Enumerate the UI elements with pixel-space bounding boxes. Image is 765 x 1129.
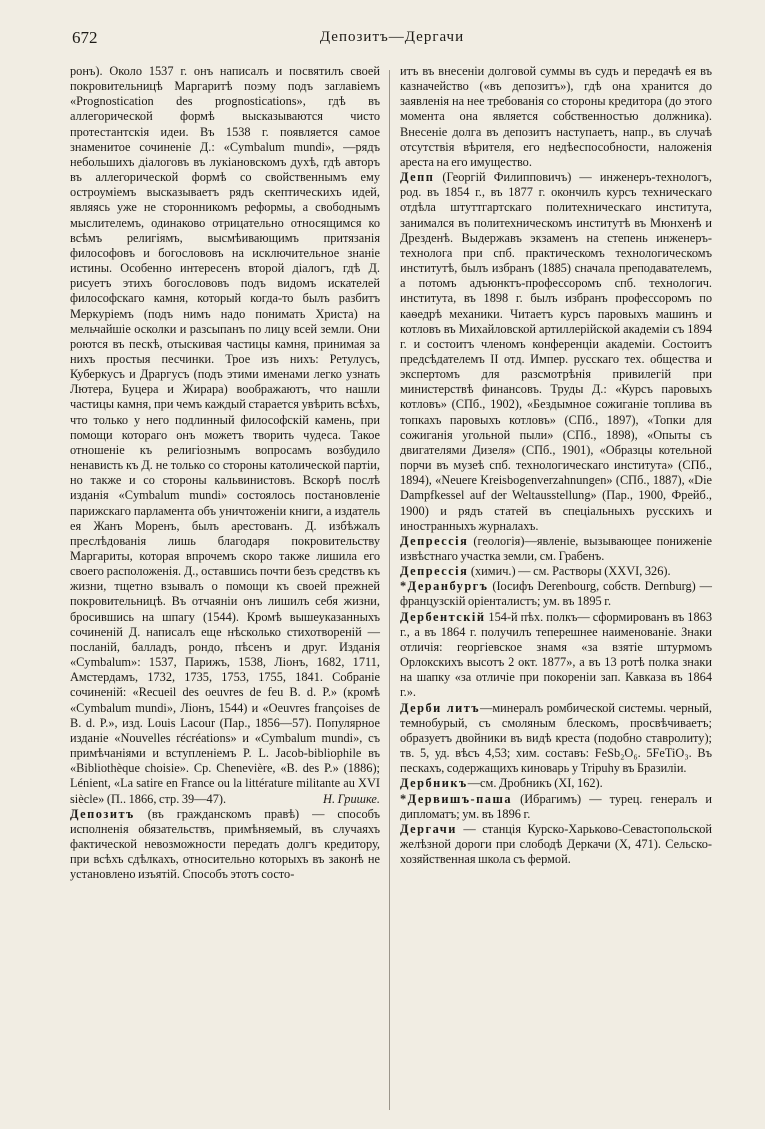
- page-number: 672: [72, 28, 98, 47]
- entry-text: (въ гражданскомъ правѣ) — способъ исполненія обязательствъ, примѣняемый, въ случаяхъ фактической невозможности передать долгъ кредитору, при всѣхъ сдѣлкахъ, относительно которыхъ въ законѣ не установлено изъятій. Способъ этотъ состо-: [70, 806, 380, 882]
- article-entry: [400, 701, 712, 777]
- entry-headword: Дерби литъ: [400, 700, 481, 715]
- article-entry: [400, 564, 712, 579]
- entry-headword: Депрессія: [400, 533, 469, 548]
- article-entry: [400, 64, 712, 170]
- entry-headword: Депрессія: [400, 564, 469, 579]
- entry-text: (химич.) — см. Растворы (XXVI, 326).: [468, 564, 671, 579]
- article-entry: [70, 807, 380, 883]
- article-entry: [400, 822, 712, 867]
- entry-text: —см. Дробникъ (XI, 162).: [467, 776, 603, 791]
- author-signature: Н. Гришке.: [323, 791, 380, 806]
- entry-headword: Дербникъ: [400, 776, 468, 791]
- left-column: [70, 64, 380, 882]
- article-entry: [400, 534, 712, 564]
- entry-headword: Депп: [400, 170, 435, 185]
- page-header: [72, 28, 712, 50]
- entry-headword: Дербентскій: [400, 609, 486, 624]
- entry-text: итъ въ внесеніи долговой суммы въ судъ и передачѣ ея въ казначейство («въ депозитъ»), гдѣ она хранится до заявленія на нее требованія со стороны кредитора (до этого момента она является собственностью должника). Внесеніе долга въ депозитъ наступаетъ, напр., въ случаѣ отсутствія вѣрителя, его недѣеспособности, наложенія ареста на его имущество.: [400, 64, 712, 169]
- entry-text: —минералъ ромбической системы. черный, темнобурый, съ смоляным блескомъ, просвѣчиваетъ; образуетъ двойники въ видѣ креста (подобно ставролиту); тв. 5, уд. вѣсъ 4,53; хим. составъ: FeSb₂O₆. 5FeTiO₃. Въ пескахъ, содержащихъ киноварь у Tripuhy въ Бразиліи.: [400, 700, 712, 776]
- entry-text: 154-й пѣх. полкъ— сформированъ въ 1863 г., а въ 1864 г. получилъ теперешнее наименованіе. Знаки отличія: георгіевское знамя «за взятіе штурмомъ Орлокскихъ высотъ 2 окт. 1877», а въ 13 ротѣ полка знаки на шапку «за отличіе при покореніи зап. Кавказа въ 1864 г.».: [400, 609, 712, 700]
- entry-text: (Ибрагимъ) — турец. генералъ и дипломатъ; ум. въ 1896 г.: [400, 791, 712, 821]
- entry-text: ронъ). Около 1537 г. онъ написалъ и посвятилъ своей покровительницѣ Маргаритѣ поэму подъ заглавіемъ «Prognostication des prognostications», гдѣ въ аллегорической формѣ высказываются чисто протестантскія идеи. Въ 1538 г. появляется самое знаменитое сочиненіе Д.: «Cymbalum mundi», —рядъ небольшихъ діалоговъ въ лукіановскомъ духѣ, гдѣ авторъ въ аллегорической формѣ со свойственнымъ ему остроуміемъ высказываетъ рядъ скептическихъ идей, являясь уже не сторонникомъ реформы, а свободнымъ мыслителемъ, одинаково отрицательно относящимся ко всѣмъ религіямъ, высмѣивающимъ притязанія философовъ и богослововъ на исключительное знаніе истины. Особенно интересенъ второй діалогъ, гдѣ Д. рисуетъ этихъ богослововъ подъ видомъ искателей философскаго камня, который когда-то былъ разбитъ Меркуріемъ (подъ нимъ надо понимать Христа) на мельчайшіе осколки и разсыпанъ по лицу всей земли. Они роются въ пескѣ, отыскивая частицы камня, принимая за нихъ простыя песчинки. Трое изъ нихъ: Ретулусъ, Куберкусъ и Драргусъ (подъ этими именами легко узнать Лютера, Буцера и Жирара) воображаютъ, что нашли частицы камня, при чемъ каждый старается увѣрить всѣхъ, что только у него подлинный философскій камень, при помощи котораго онъ можетъ творить чудеса. Такое отношеніе къ религіознымъ вопросамъ возбудило ненависть къ Д. не только со стороны католической партіи, но также и со стороны кальвинистовъ. Вскорѣ послѣ изданія «Cymbalum mundi» состоялось постановленіе парижскаго парламента объ уничтоженіи книги, а издатель ея Жанъ Моренъ, былъ арестованъ. Д. избѣжалъ преслѣдованія лишь благодаря покровительству Маргариты, которая впрочемъ скоро также лишила его своего расположенія. Д., оставшись почти безъ средствъ къ жизни, тщетно взывалъ о помощи къ своей прежней покровительницѣ. Въ отчаяніи онъ лишилъ себя жизни, бросившись на шпагу (1544). Кромѣ вышеуказанныхъ сочиненій Д. написалъ еще нѣсколько стихотвореній — посланій, балладъ, рондо, пѣсенъ и друг. Изданія «Cymbalum»: 1537, Парижъ, 1538, Ліонъ, 1682, 1711, Амстердамъ, 1732, 1735, 1753, 1755, 1841. Собраніе сочиненій: «Recueil des oeuvres de feu B. d. P.» (кромѣ «Cymbalum mundi», Ліонъ, 1544) и «Oeuvres françoises de B. d. P.», изд. Louis Lacour (Пар., 1856—57). Популярное изданіе «Nouvelles récréations» и «Cymbalum mundi», съ примѣчаніями и вступленіемъ P. L. Jacob-bibliophile въ «Bibliothèque choisie». Ср. Chenevière, «B. des P.» (1886); Lénient, «La satire en France ou la littérature militante au XVI siècle» (П.. 1866, стр. 39—47).: [70, 64, 380, 806]
- entry-headword: Дергачи: [400, 821, 457, 836]
- article-entry: [400, 579, 712, 609]
- running-head: Депозитъ—Дергачи: [319, 29, 465, 45]
- article-entry: [400, 776, 712, 791]
- article-entry: [400, 610, 712, 701]
- entry-text: (Георгій Филипповичъ) — инженеръ-технологъ, род. въ 1854 г., въ 1877 г. окончилъ курсъ техническаго отдѣла штуттгартскаго политехническаго института, занимался въ политехническомъ институтѣ въ Мюнхенѣ и Дрезденѣ. Выдержавъ экзаменъ на степень инженеръ-технолога при спб. практическомъ технологическомъ институтѣ, былъ избранъ (1885) сначала преподавателемъ, а потомъ адъюнктъ-профессоромъ спб. технологич. института, въ 1898 г. былъ избранъ профессоромъ по каѳедрѣ механики. Читаетъ курсъ паровыхъ машинъ и котловъ въ Михайловской артиллерійской академіи съ 1894 г. и состоитъ членомъ конференціи академіи. Состоитъ предсѣдателемъ II отд. Импер. русскаго тех. общества и экспертомъ для разсмотрѣнія привилегій при министерствѣ финансовъ. Труды Д.: «Курсъ паровыхъ котловъ» (СПб., 1902), «Бездымное сожиганіе топлива въ топкахъ паровыхъ котловъ» (СПб., 1897), «Топки для сожиганія угольной пыли» (СПб., 1898), «Опыты съ двигателями Дизеля» (СПб., 1901), «Образцы котельной порчи въ музеѣ спб. технологическаго института» (СПб., 1894), «Neuere Kreisbogenverzahnungen» (СПб., 1887), «Die Dampfkessel auf der Weltausstellung» (Пар., 1900, Фрейб., 1900) и рядъ статей въ спеціальныхъ русскихъ и иностранныхъ журналахъ.: [400, 170, 712, 533]
- article-entry: [400, 170, 712, 534]
- entry-text: — станція Курско-Харьково-Севастопольской желѣзной дороги при слободѣ Деркачи (X, 471). Сельско-хозяйственная школа съ фермой.: [400, 821, 712, 867]
- column-divider: [389, 70, 390, 1110]
- entry-text: (Іосифъ Derenbourg, собств. Dernburg) — французскій оріенталистъ; ум. въ 1895 г.: [400, 579, 712, 609]
- entry-text: (геологія)—явленіе, вызывающее пониженіе извѣстнаго участка земли, см. Грабенъ.: [400, 533, 712, 563]
- entry-headword: Депозитъ: [70, 806, 135, 821]
- article-entry: [400, 792, 712, 822]
- entry-headword: *Деранбургъ: [400, 579, 489, 594]
- entry-headword: *Дервишъ-паша: [400, 791, 513, 806]
- right-column: [400, 64, 712, 867]
- article-entry: [70, 64, 380, 807]
